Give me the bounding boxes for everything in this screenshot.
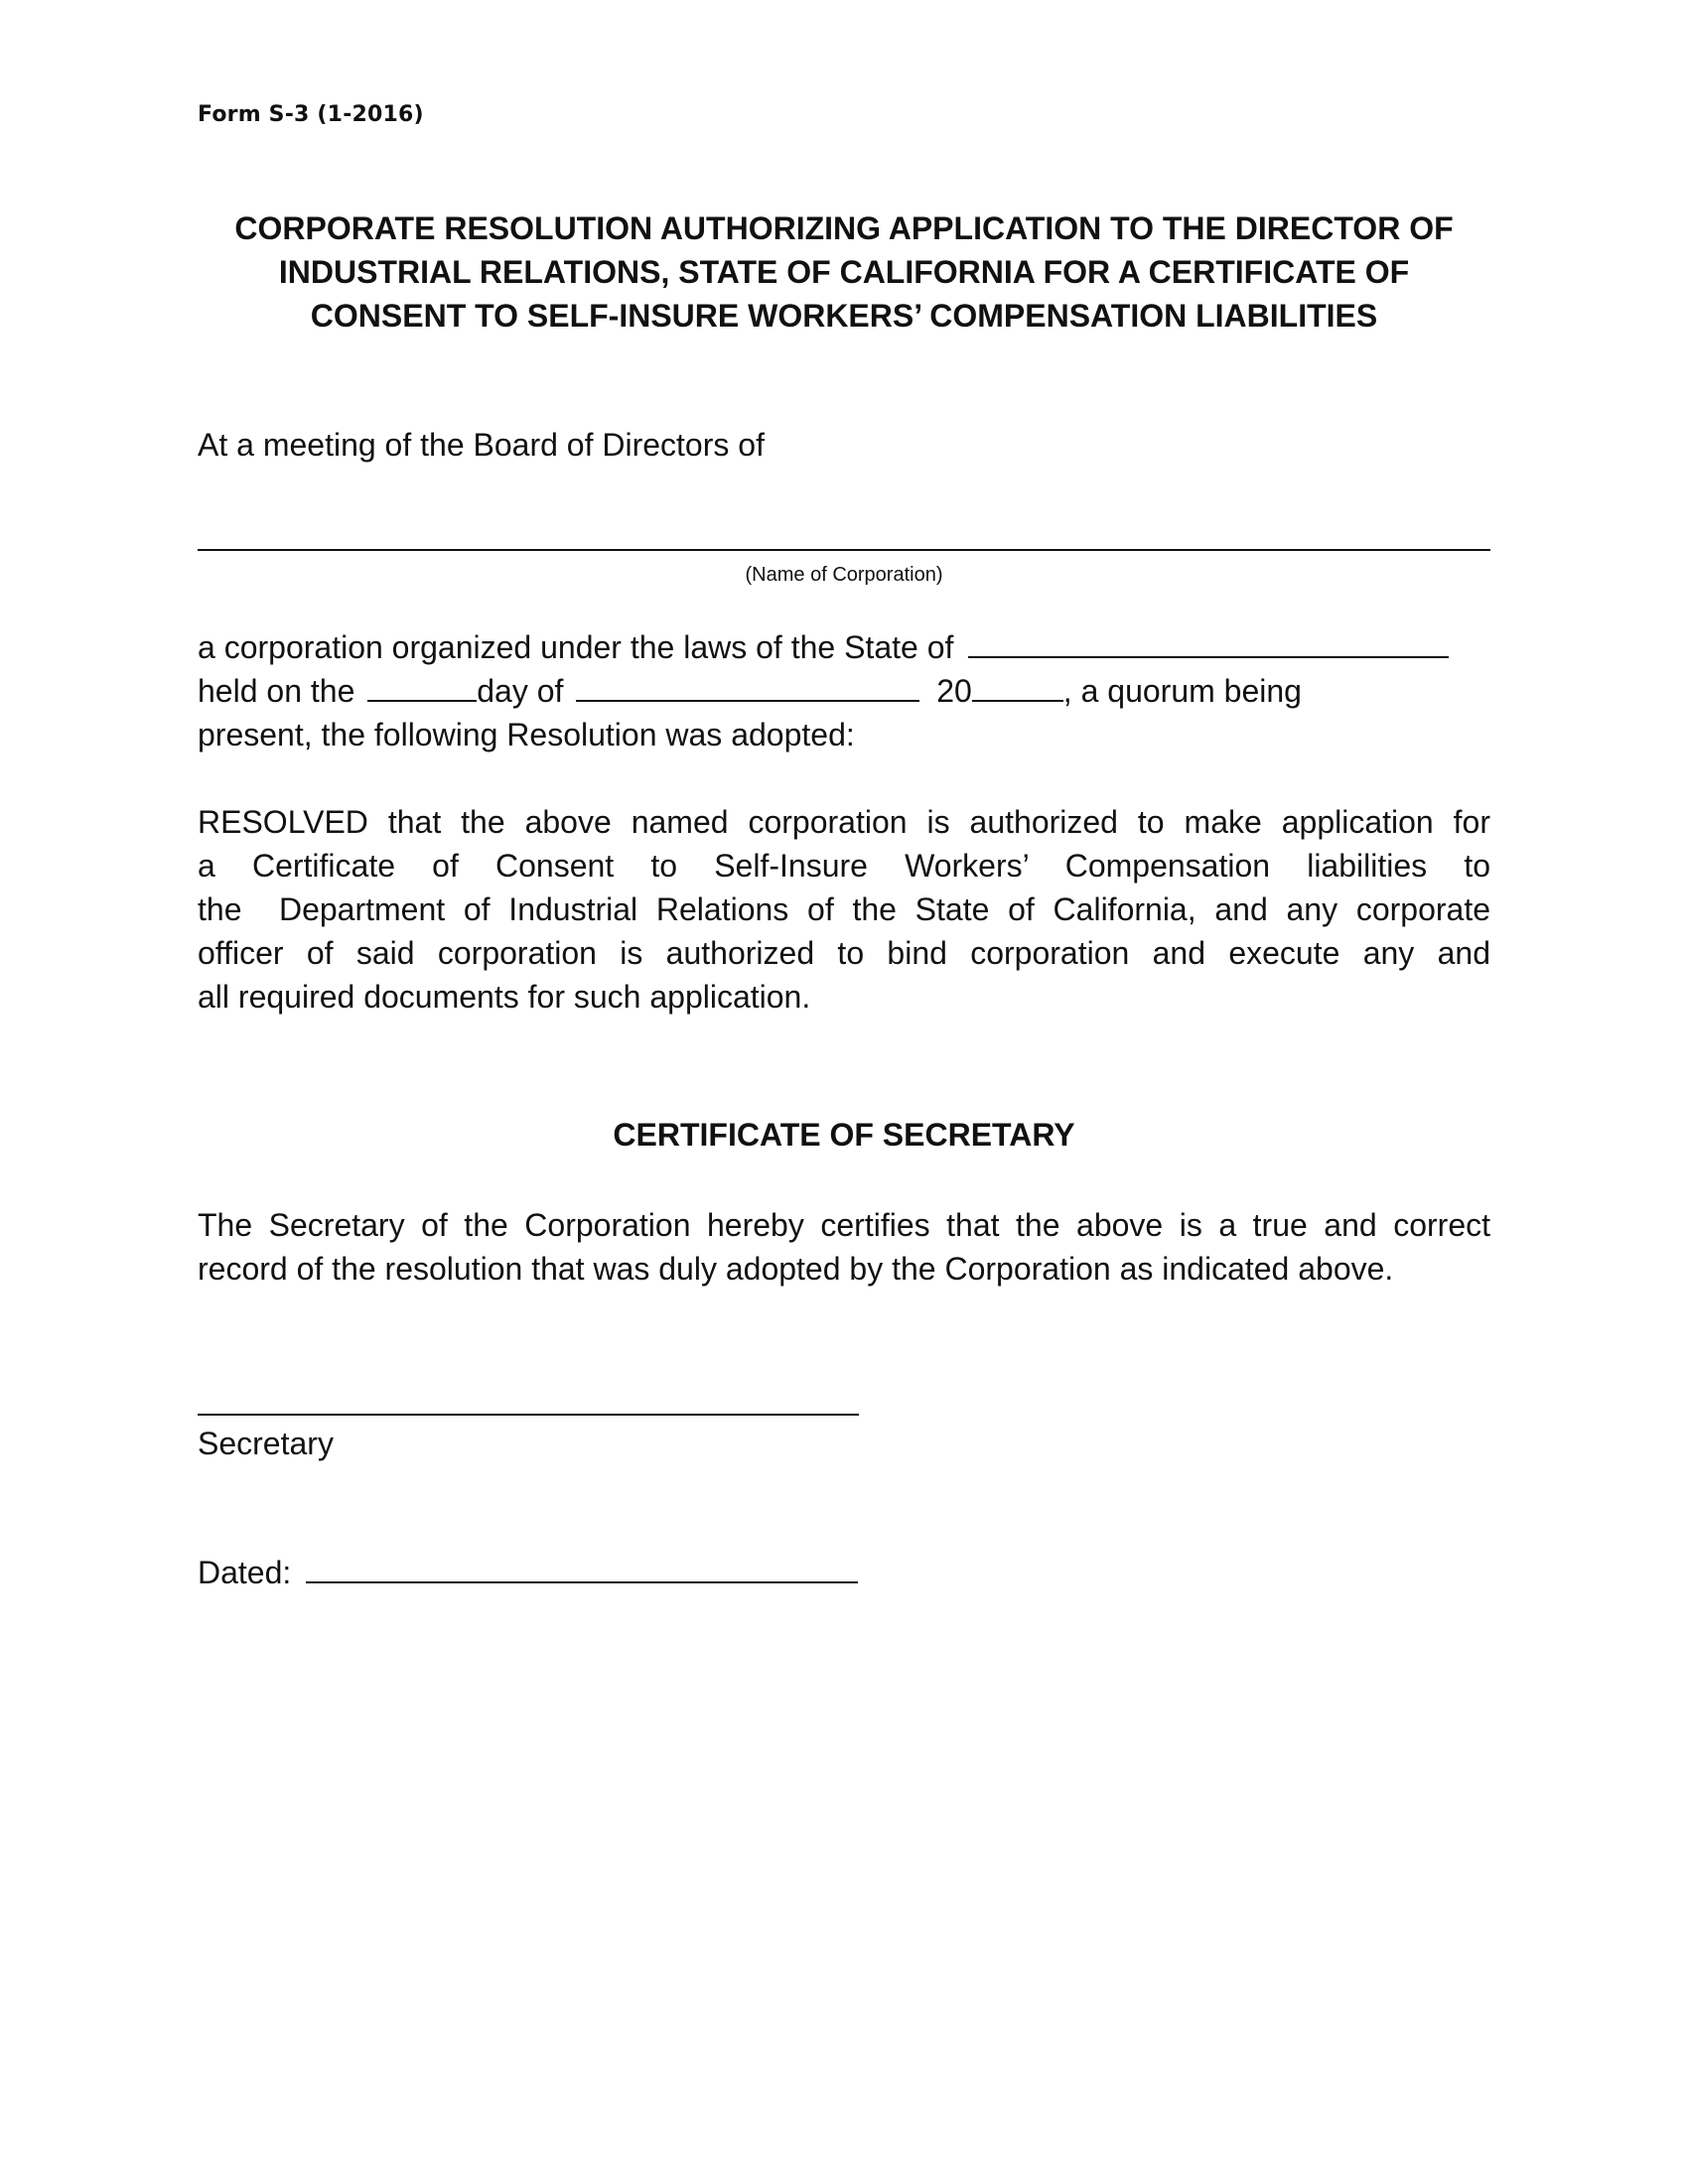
resolution-line-2: a Certificate of Consent to Self-Insure Workers’ Compensation liabilities to [198,848,1490,884]
resolution-line-1: RESOLVED that the above named corporation is authorized to make application for [198,804,1490,840]
secretary-label: Secretary [198,1426,334,1461]
held-on-line [198,669,1302,713]
resolution-line-5: all required documents for such application. [198,979,811,1015]
year-prefix: 20 [936,673,972,709]
day-of-label: day of [477,673,564,709]
form-number: Form S-3 (1-2016) [198,102,424,127]
document-title [198,206,1490,338]
year-field[interactable] [972,670,1063,702]
quorum-label: , a quorum being [1062,673,1302,709]
certificate-heading: CERTIFICATE OF SECRETARY [613,1117,1075,1153]
state-field[interactable] [968,626,1449,658]
corporation-name-caption: (Name of Corporation) [745,564,943,586]
dated-field[interactable] [306,1552,858,1583]
meeting-intro: At a meeting of the Board of Directors of [198,427,765,463]
state-label: a corporation organized under the laws of the State of [198,629,954,665]
dated-line [198,1551,858,1594]
resolution-line-4: officer of said corporation is authorized to bind corporation and execute any and [198,935,1490,971]
certificate-paragraph [198,1203,1490,1291]
dated-label: Dated: [198,1555,292,1590]
title-line-3: CONSENT TO SELF-INSURE WORKERS’ COMPENSATION LIABILITIES [310,298,1378,334]
resolution-paragraph [198,800,1490,1019]
certificate-line-2: record of the resolution that was duly adopted by the Corporation as indicated above. [198,1251,1394,1287]
state-line [198,625,1449,669]
present-line: present, the following Resolution was adopted: [198,717,855,752]
corporation-name-field[interactable] [198,549,1490,551]
day-field[interactable] [367,670,477,702]
held-on-label: held on the [198,673,355,709]
title-line-2: INDUSTRIAL RELATIONS, STATE OF CALIFORNIA FOR A CERTIFICATE OF [278,254,1410,290]
certificate-line-1: The Secretary of the Corporation hereby certifies that the above is a true and correct [198,1207,1490,1243]
secretary-signature-field[interactable] [198,1414,859,1416]
resolution-line-3: the Department of Industrial Relations of the State of California, and any corporate [198,891,1490,927]
title-line-1: CORPORATE RESOLUTION AUTHORIZING APPLICATION TO THE DIRECTOR OF [234,210,1454,246]
month-field[interactable] [576,670,919,702]
